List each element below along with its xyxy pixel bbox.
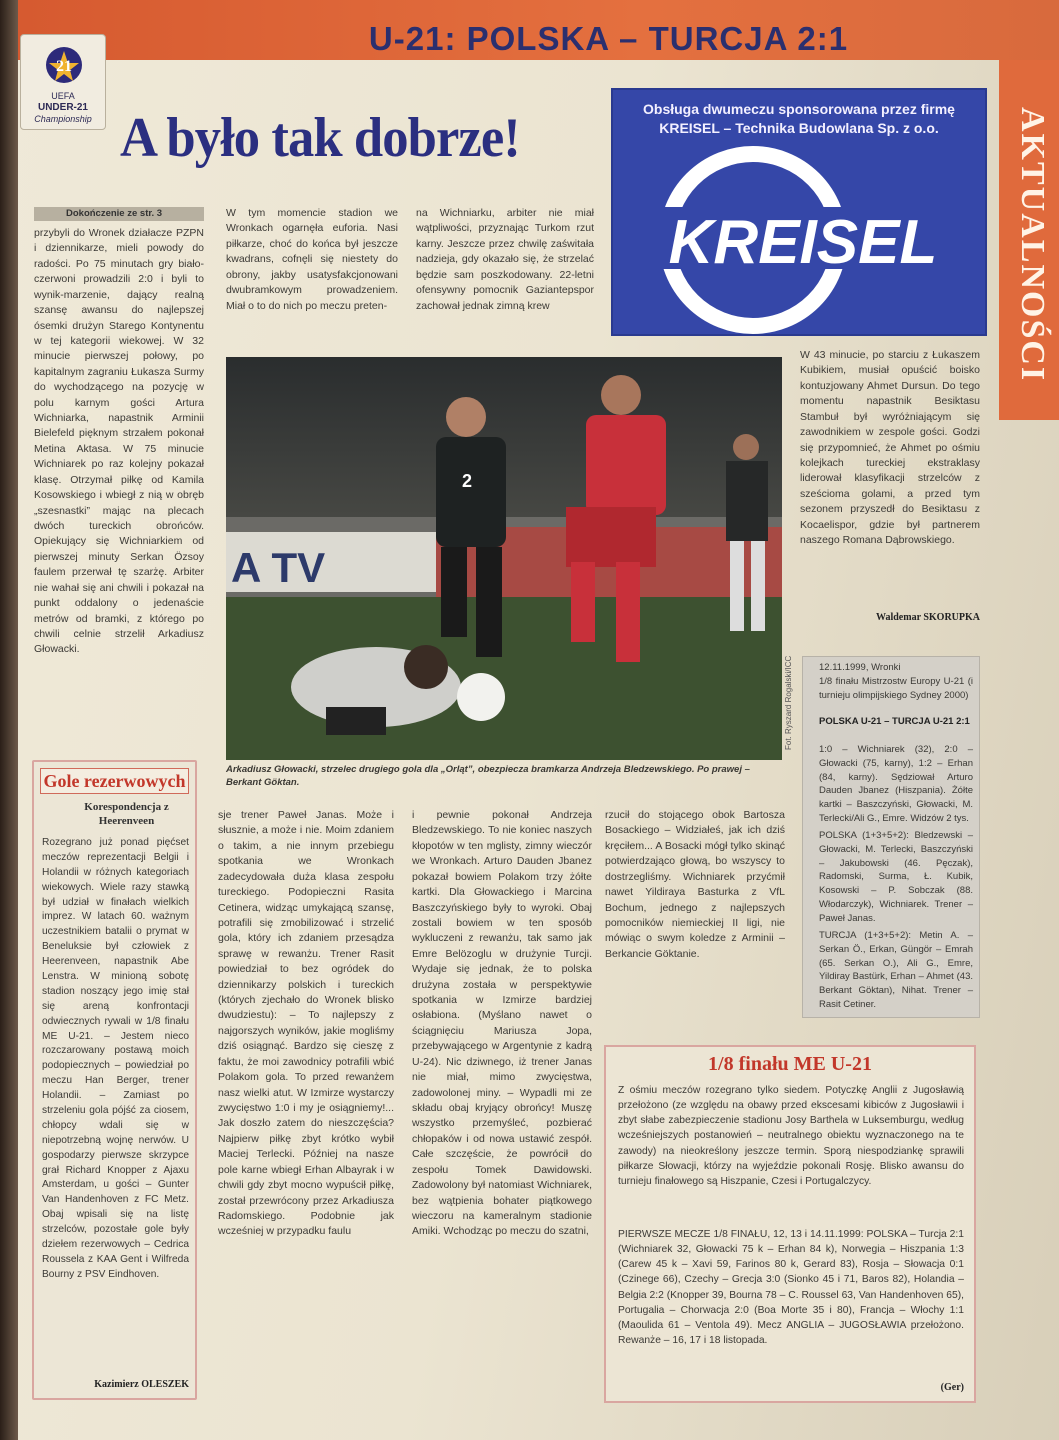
match-stats-box	[802, 656, 980, 1018]
trophy-star-icon	[41, 41, 87, 87]
match-stats-event: 1/8 finału Mistrzostw Europy U-21 (i turnieju olimpijskiego Sydney 2000)	[819, 676, 973, 701]
match-stats-poland-lineup: POLSKA (1+3+5+2): Bledzewski – Głowacki, M. Terlecki, Baszczyński – Jakubowski (46. Pęczak), Radomski, Surma, Ł. Kubik, Kosowski – P. Sobczak (88. Włodarczyk), Wichniarek. Trener – Paweł Janas.	[819, 830, 973, 924]
kreisel-logo	[623, 145, 979, 335]
article-column-b2: sje trener Paweł Janas. Może i słusznie, a może i nie. Moim zdaniem o takim, a nie innym przebiegu spotkania we Wronkach zadecydowała duża klasa zespołu tureckiego. Podopieczni Rasita Cetinera, widząc umykającą szansę, potrafili się zmobilizować i strzelić gola, który ich zdaniem przesądza sprawę w rewanżu. Trener Rasit powiedział to bez ogródek do dziennikarzy polskich i tureckich (których zjechało do Wronek blisko dwudziestu): – To najlepszy z najgorszych wyników, jakie mogliśmy dziś osiągnąć. Bardzo się cieszę z faktu, że moi zawodnicy potrafili wbić Polakom gola. To przed rewanżem nasz wielki atut. W Izmirze wystarczy zwycięstwo 1:0 i my je osiągniemy!... Jak doszło zatem do nieszczęścia? Najpierw piłkę zbyt krótko wybił Maciej Terlecki. Później na nasze pole karne wbiegł Erhan Albayrak i w chwili gdy zbyt mocno wypuścił piłkę, został przewrócony przez Arkadiusza Radomskiego. Podobnie jak wcześniej w przypadku faulu	[218, 809, 394, 1238]
banner-text: A TV	[231, 544, 326, 591]
sponsor-line-1: Obsługa dwumeczu sponsorowana przez firmę	[643, 101, 955, 117]
sidebar-box-gole-rezerwowych	[32, 760, 197, 1400]
round-of-16-intro: Z ośmiu meczów rozegrano tylko siedem. Potyczkę Anglii z Jugosławią przełożono (ze względu na obawy przed ekscesami kibiców z Jugosławii i zbyt słabe zabezpieczenie stadionu Josy Barthela w Luksemburgu, według wcześniejszych postanowień – neutralnego obiektu wyznaczonego na te zawody) na nieokreślony jeszcze termin. Sporą niespodziankę sprawili piłkarze Słowacji, którzy na wyjeździe pokonali Rosję. Blisko awansu do turnieju finałowego są Hiszpanie, Czesi i Portugalczycy.	[618, 1085, 964, 1187]
svg-text:2: 2	[462, 471, 473, 491]
header-band	[18, 0, 1059, 60]
logo-under21-text: UNDER-21	[37, 102, 88, 113]
match-stats-date: 12.11.1999, Wronki	[819, 662, 901, 673]
logo-uefa-text: UEFA	[51, 91, 75, 101]
article-byline: Waldemar SKORUPKA	[876, 612, 980, 623]
round-of-16-title: 1/8 finału ME U-21	[708, 1053, 872, 1075]
sidebar-box-title: Gole rezerwowych	[40, 768, 189, 794]
article-column-3: na Wichniarku, arbiter nie miał wątpliwości, przyznając Turkom rzut karny. Jeszcze przez chwilę zaświtała nadzieja, gdy okazało się, że strzelać będzie sam poszkodowany. 22-letni ofensywny pomocnik Gaziantepspor zachował jednak zimną krew	[416, 207, 594, 312]
round-of-16-byline: (Ger)	[940, 1382, 964, 1393]
logo-championship-text: Championship	[34, 114, 92, 124]
uefa-u21-logo	[20, 34, 106, 130]
match-stats-title: POLSKA U-21 – TURCJA U-21 2:1	[819, 716, 970, 727]
section-label: AKTUALNOŚCI	[1014, 107, 1051, 383]
kreisel-brand-text: KREISEL	[668, 208, 938, 277]
photo-credit: Fot. Ryszard Rogalski/ICC	[784, 655, 793, 750]
round-of-16-box	[604, 1045, 976, 1403]
match-photo-image	[226, 357, 782, 760]
sponsor-ad-text	[621, 100, 977, 138]
article-column-b4: rzucił do stojącego obok Bartosza Bosackiego – Widziałeś, jak ich dziś kręciłem... A Bosacki mógł tylko skinąć potwierdzająco głową, bo wszyscy to dostrzegliśmy. Wichniarek przyćmił nawet Yildiraya Basturka z VfL Bochum, jednego z najlepszych pomocników niemieckiej II ligi, nie mówiąc o swym koledze z Arminii – Berkancie Göktanie.	[605, 809, 785, 960]
match-stats-turkey-lineup: TURCJA (1+3+5+2): Metin A. – Serkan Ö., Erkan, Güngör – Emrah (65. Serkan O.), Ali G., Emre, Yildiray Bastürk, Erhan – Ahmet (43. Berkant Göktan), Nihat. Trener – Rasit Cetiner.	[819, 930, 973, 1010]
round-of-16-results: PIERWSZE MECZE 1/8 FINAŁU, 12, 13 i 14.11.1999: POLSKA – Turcja 2:1 (Wichniarek 32, Głowacki 75 k – Erhan 84 k), Norwegia – Hiszpania 1:3 (Carew 45 k – Xavi 59, Farinos 80 k, Gerard 83), Rosja – Słowacja 0:1 (Czinege 66), Czechy – Grecja 3:0 (Sionko 45 i 71, Baros 82), Holandia – Belgia 2:2 (Knopper 39, Bourna 78 – C. Roussel 63, Van Handenhoven 65), Portugalia – Chorwacja 2:0 (Boa Morte 35 i 80), Francja – Włochy 1:1 (Maoulida 61 – Ventola 49). Mecz ANGLIA – JUGOSŁAWIA przełożono. Rewanże – 16, 17 i 18 listopada.	[618, 1229, 964, 1346]
football	[457, 673, 505, 721]
sidebar-box-body: Rozegrano już ponad pięćset meczów reprezentacji Belgii i Holandii w różnych kategoriach wiekowych. Wiele razy stawką był udział w finałach wielkich imprez. W latach 60. ważnym uczestnikiem batalii o prymat w Beneluksie był człowiek z Heerenveen, napastnik Abe Lenstra. W minioną sobotę stadion noszący jego imię stał się areną konfrontacji odwiecznych rywali w 1/8 finału ME U-21. – Jestem nieco rozczarowany postawą moich podopiecznych – powiedział po meczu Han Berger, trener Holandii. – Zamiast po strzeleniu gola pójść za ciosem, chłopcy wdali się w niepotrzebną wojnę nerwów. U gospodarzy pierwsze skrzypce grał Richard Knopper z Ajaxu Amsterdam, u gości – Gunter Van Handenhoven z FC Metz. Obaj wpisali się na listę strzelców, pozostałe gole były dziełem rezerwowych – Cedrica Roussela z KAA Gent i Wilfreda Bourny z PSV Eindhoven.	[42, 837, 189, 1280]
continued-from-label: Dokończenie ze str. 3	[34, 207, 204, 221]
sponsor-ad	[611, 88, 987, 336]
match-stats-goals: 1:0 – Wichniarek (32), 2:0 – Głowacki (75, karny), 1:2 – Erhan (84, karny). Sędziował Arturo Dauden Jbanez (Hiszpania). Żółte kartki – Baszczyński, Głowacki, M. Terlecki/Ali G., Emre. Widzów 2 tys.	[819, 744, 973, 824]
sponsor-line-2: KREISEL – Technika Budowlana Sp. z o.o.	[659, 119, 939, 136]
article-headline: A było tak dobrze!	[120, 107, 520, 169]
page-spine	[0, 0, 18, 1440]
article-column-b3: i pewnie pokonał Andrzeja Bledzewskiego. To nie koniec naszych kłopotów w ten mglisty, zimny wieczór we Wronkach. Arturo Dauden Jbanez pokazał bowiem Polakom trzy żółte kartki. Dla Głowackiego i Marcina Baszczyńskiego były to wyroki. Obaj zostali bowiem w ten sposób wykluczeni z rewanżu, tak samo jak Emre Belözoglu w drużynie Turcji. Wydaje się jednak, że to polska drużyna została w perspektywie spotkania w Izmirze bardziej osłabiona. (Myślano nawet o ściągnięciu Mariusza Jopa, przebywającego w Argentynie z kadrą U-24). Nic dziwnego, iż trener Janas nie miał, mimo zwycięstwa, zadowolonej miny. – Wypadli mi ze składu obaj kryjący obrońcy! Muszę wszystko przemyśleć, pozbierać chłopaków i od nowa ustawić zespół. Całe szczęście, że powrócił do zespołu Tomek Dawidowski. Zadowolony był natomiast Wichniarek, bez wątpienia bohater piątkowego wieczoru na kameralnym stadionie Amiki. Wchodząc po meczu do szatni,	[412, 809, 592, 1238]
photo-caption: Arkadiusz Głowacki, strzelec drugiego gola dla „Orląt”, obezpiecza bramkarza Andrzeja Bledzewskiego. Po prawej – Berkant Göktan.	[226, 764, 750, 789]
article-column-1: przybyli do Wronek działacze PZPN i dziennikarze, mieli powody do radości. Po 75 minutach gry biało-czerwoni prowadzili 2:0 i byli to wynik-marzenie, dający realną szansę awansu do najlepszej ósemki drużyn Starego Kontynentu w tej kategorii wiekowej. W 32 minucie pierwszej połowy, po kapitalnym zagraniu Łukasza Surmy do wychodzącego na pozycję w polu karnym gości Artura Wichniarka, napastnik Arminii Bielefeld pięknym strzałem pokonał Metina Aktasa. W 75 minucie Wichniarek po raz kolejny pokazał klasę. Otrzymał piłkę od Kamila Kosowskiego i wbiegł z nią w obręb „szesnastki” mając na plecach dwóch tureckich obrońców. Opiekujący się Wichniarkiem od pierwszej minuty Serkan Özsoy faulem przerwał tę szarżę. Arbiter nie wahał się ani chwili i pokazał na punkt oddalony o jedenaście metrów od bramki, z którego po chwili celnie strzelił Arkadiusz Głowacki.	[34, 227, 204, 656]
article-column-2: W tym momencie stadion we Wronkach ogarnęła euforia. Nasi piłkarze, choć do końca był jeszcze kwadrans, cofnęli się niestety do obrony, jakby usatysfakcjonowani dwubramkowym prowadzeniem. Miał o to do nich po meczu preten-	[226, 207, 398, 312]
page-header-title: U-21: POLSKA – TURCJA 2:1	[368, 20, 849, 57]
svg-text:21: 21	[56, 58, 72, 75]
match-photo	[226, 357, 782, 760]
sidebar-box-subtitle: Korespondencja z Heerenveen	[84, 801, 169, 828]
article-column-4: W 43 minucie, po starciu z Łukaszem Kubikiem, musiał opuścić boisko kontuzjowany Ahmet Dursun. Do tego momentu napastnik Besiktasu Stambuł był wyróżniającym się zawodnikiem w zespole gości. Godzi się przypomnieć, że Ahmet po ośmiu kolejkach tureckiej ekstraklasy liderował klasyfikacji strzelców z sześcioma golami, a przed tym sezonem przyszedł do Besiktasu z Kocaelispor, gdzie był partnerem naszego Romana Dąbrowskiego.	[800, 349, 980, 547]
sidebar-box-byline: Kazimierz OLESZEK	[94, 1379, 189, 1390]
